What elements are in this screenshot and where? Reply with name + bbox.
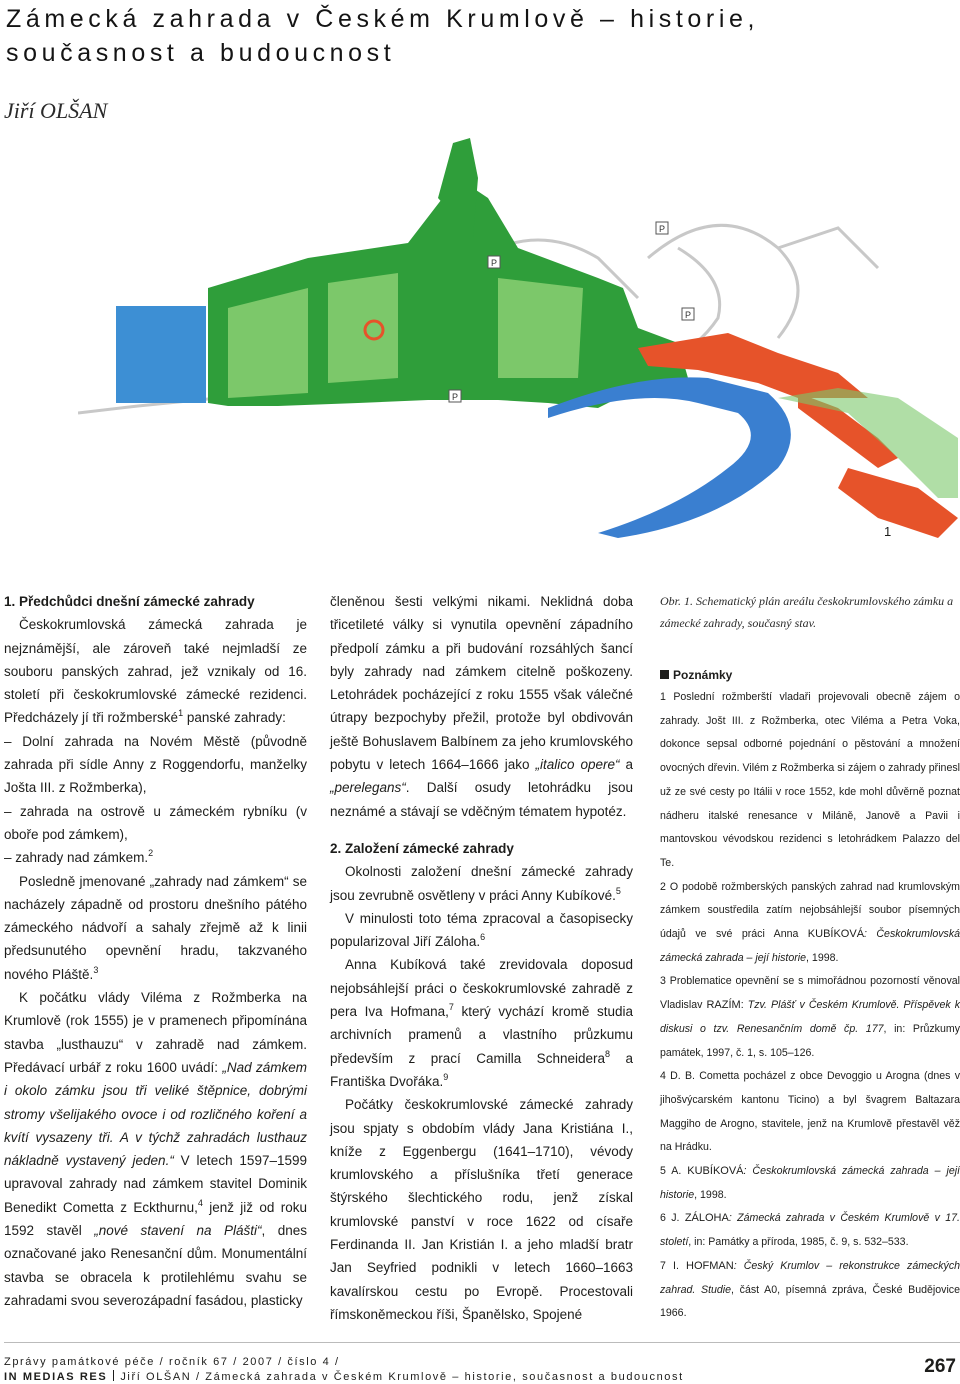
notes-heading: Poznámky bbox=[660, 664, 960, 686]
square-bullet-icon bbox=[660, 670, 669, 679]
footnote: 7 I. HOFMAN: Český Krumlov – rekonstrukce zámeckých zahrad. Studie, část A0, písemná zpráva, České Budějovice 1966. bbox=[660, 1259, 960, 1320]
column-1 bbox=[4, 590, 307, 1312]
section-heading-2: 2. Založení zámecké zahrady bbox=[330, 840, 514, 856]
parking-label: P bbox=[659, 224, 666, 234]
footnote: 3 Problematice opevnění se s mimořádnou pozorností věnoval Vladislav RAZÍM: Tzv. Plášť v Českém Krumlově. Příspěvek k diskusi o tzv. Renesančním domě čp. 177, in: Průzkumy památek, 1997, č. 1, s. 105–126. bbox=[660, 975, 960, 1059]
parking-label: P bbox=[491, 258, 498, 268]
list-item: – Dolní zahrada na Novém Městě (původně zahrada při sídle Anny z Roggendorfu, manželky Jošta III. z Rožmberka), bbox=[4, 733, 307, 796]
column-2 bbox=[330, 590, 633, 1326]
footer-separator bbox=[113, 1370, 114, 1381]
figure-number: 1 bbox=[884, 524, 892, 539]
footnote: 6 J. ZÁLOHA: Zámecká zahrada v Českém Krumlově v 17. století, in: Památky a příroda, 1985, č. 9, s. 532–533. bbox=[660, 1212, 960, 1249]
paragraph: členěnou šesti velkými nikami. Neklidná doba třicetileté války si vynutila opevnění západního předpolí zámku a při budování rozsáhlých šancí byly zahrady nad zámkem citelně poškozeny. Letohrádek pocházející z roku 1555 však válečné útrapy bezpochyby přežil, protože byl obdivován ještě Bohuslavem Balbínem za jeho krumlovského pobytu v letech 1664–1666 jako „italico opere“ a „perelegans“. Další osudy letohrádku jsou neznámé a stávají se vděčným tématem hypotéz. bbox=[330, 594, 633, 819]
section-heading-1: 1. Předchůdci dnešní zámecké zahrady bbox=[4, 594, 255, 609]
footnote: 5 A. KUBÍKOVÁ: Českokrumlovská zámecká zahrada – její historie, 1998. bbox=[660, 1165, 960, 1201]
page-number: 267 bbox=[924, 1356, 956, 1377]
road bbox=[778, 228, 878, 268]
pond bbox=[116, 306, 206, 403]
road bbox=[648, 225, 798, 338]
journal-info: Zprávy památkové péče / ročník 67 / 2007 / číslo 4 / bbox=[4, 1356, 340, 1368]
list-item: – zahrada na ostrově u zámeckém rybníku (v oboře pod zámkem), bbox=[4, 803, 307, 842]
meadow bbox=[498, 278, 583, 378]
list-item: – zahrady nad zámkem.$^2$ bbox=[4, 848, 154, 866]
paragraph: Posledně jmenované „zahrady nad zámkem“ se nacházely západně od prostoru dnešního pátého zámeckého nádvoří a sahaly zřejmě až k linii předsunutého opevnění hradu, takzvaného nového Pláště.$^3$ bbox=[4, 873, 307, 982]
figure-caption: Obr. 1. Schematický plán areálu českokrumlovského zámku a zámecké zahrady, současný stav. bbox=[660, 594, 954, 630]
footer-divider bbox=[4, 1342, 960, 1343]
parking-label: P bbox=[452, 392, 459, 402]
meadow bbox=[328, 273, 398, 383]
paragraph: Počátky českokrumlovské zámecké zahrady jsou spjaty s obdobím vlády Jana Kristiána I., kníže z Eggenbergu (1641–1710), vévody krumlovského a příslušníka třetí generace štýrského šlechtického rodu, jenž získal krumlovské panství v roce 1622 od císaře Ferdinanda II. Jan Kristián I. a jeho mladší bratr Jan Seyfried podnikli v letech 1660–1663 kavalírskou cestu po Evropě. Procestovali římskoněmeckou říši, Španělsko, Spojené bbox=[330, 1097, 633, 1322]
running-footer: IN MEDIAS RES Jiří OLŠAN / Zámecká zahrada v Českém Krumlově – historie, současnost a budoucnost bbox=[4, 1371, 684, 1383]
paragraph: Anna Kubíková také zrevidovala doposud nejobsáhlejší práci o českokrumlovské zahradě z pera Iva Hofmana,$^7$ který vychází kromě studia archivních pramenů a vlastního průzkumu především z prací Camilla Schneidera$^8$ a Františka Dvořáka.$^9$ bbox=[330, 957, 634, 1089]
footnote: 2 O podobě rožmberských panských zahrad nad krumlovským zámkem soustředila zatím nejobsáhlejší soubor písemných údajů ve své práci Anna KUBÍKOVÁ: Českokrumlovská zámecká zahrada – její historie, 1998. bbox=[660, 880, 960, 964]
paragraph: V minulosti toto téma zpracoval a časopisecky popularizoval Jiří Záloha.$^6$ bbox=[330, 910, 633, 950]
article-title: Zámecká zahrada v Českém Krumlově – historie, současnost a budoucnost bbox=[6, 5, 760, 67]
footnote: 4 D. B. Cometta pocházel z obce Devoggio u Arogna (dnes v jihošvýcarském kantonu Ticino) a byl švagrem Baltazara Maggiho de Arogno, stavitele, jenž na Krumlově přestavěl věž na Hrádku. bbox=[660, 1070, 960, 1154]
parking-label: P bbox=[685, 310, 692, 320]
paragraph: Českokrumlovská zámecká zahrada je nejznámější, ale zároveň také nejmladší ze souboru panských zahrad, jež vznikaly od 16. století při českokrumlovské zámecké rezidenci. Předcházely jí tři rožmberské$^1$ panské zahrady: bbox=[4, 617, 307, 726]
sidebar-column bbox=[660, 590, 960, 1326]
river bbox=[548, 377, 791, 538]
paragraph: Okolnosti založení dnešní zámecké zahrady jsou zevrubně osvětleny v práci Anny Kubíkové.$^5$ bbox=[330, 864, 633, 903]
paragraph: K počátku vlády Viléma z Rožmberka na Krumlově (rok 1555) je v pramenech připomínána stavba „lusthauzu“ v zahradě nad zámkem. Předávací urbář z roku 1600 uvádí: „Nad zámkem i okolo zámku jsou tři veliké štěpnice, dobrými stromy všelijakého ovoce i od rozličného koření a kvítí vysazeny tři. A v týchž zahradách lusthauz nákladně vystavený jeden.“ V letech 1597–1599 upravoval zahrady nad zámkem stavitel Dominik Benedikt Cometta z Eckthurnu,$^4$ jenž již od roku 1592 stavěl „nové stavení na Plášti“, dnes označované jako Renesanční dům. Monumentální stavba se obracela k protilehlému svahu se zahradami svou severozápadní fasádou, plasticky bbox=[4, 990, 308, 1308]
garden-plan-map bbox=[78, 138, 960, 538]
author: Jiří OLŠAN bbox=[4, 98, 108, 123]
footnote: 1 Poslední rožmberští vladaři projevovali obecně zájem o zahrady. Jošt III. z Rožmberka, otec Viléma a Petra Voka, dokonce sepsal odborné pojednání o pěstování a množení ovocných dřevin. Vilém z Rožmberka si zájem o zahrady přinesl už ze své cesty po Itálii v roce 1552, kde mohl důvěrně poznat nádheru italské renesance v Miláně, Janově a Pavii i mantovskou vévodskou rezidenci s letohrádkem Palazzo del Te. bbox=[660, 691, 960, 869]
